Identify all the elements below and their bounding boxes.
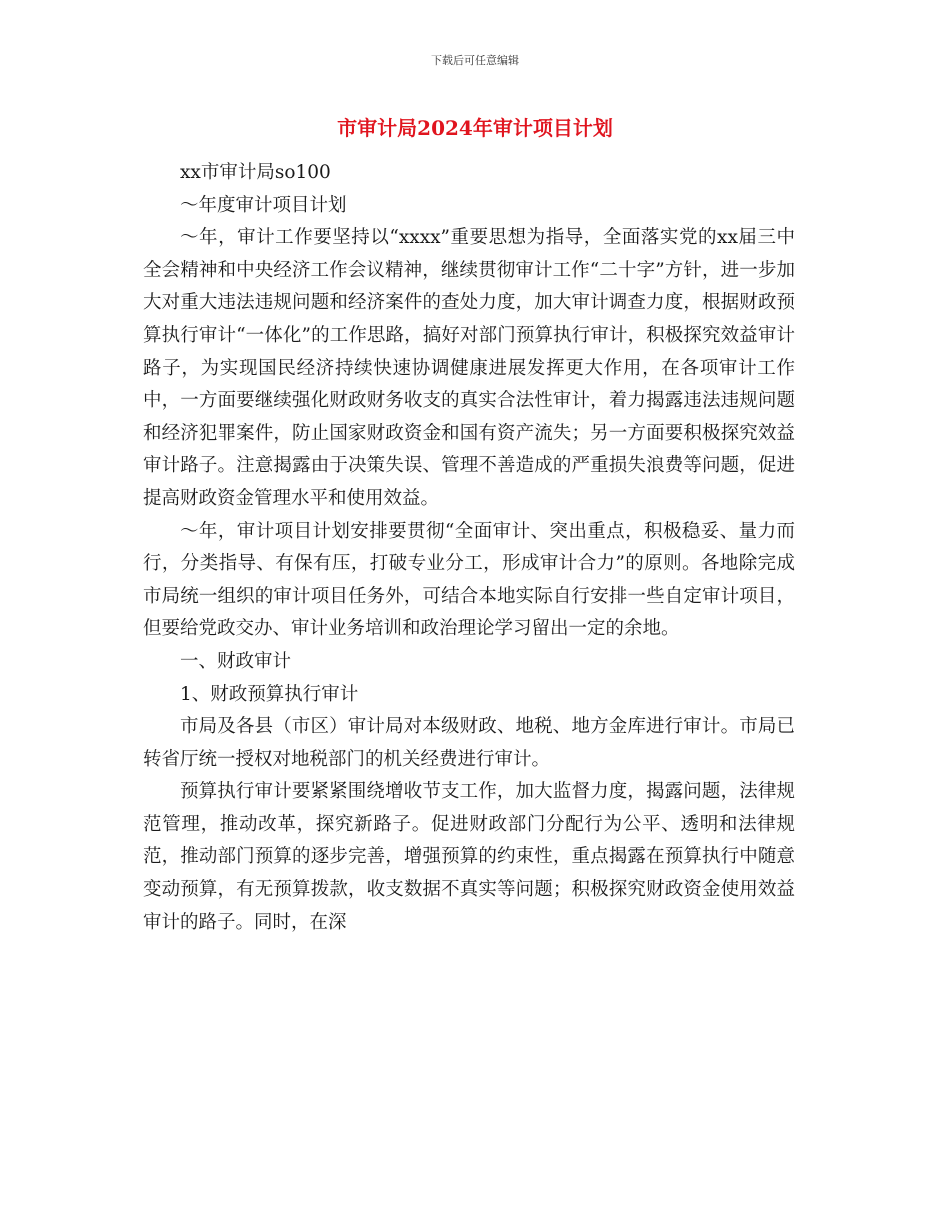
subsection-heading-budget-execution: 1、财政预算执行审计 — [180, 683, 359, 705]
paragraph-issuer: xx市审计局so100 — [180, 162, 331, 183]
document-title: 市审计局2024年审计项目计划 — [337, 116, 613, 140]
paragraph-intro: ～年，审计工作要坚持以“xxxx”重要思想为指导，全面落实党的xx届三中全会精神和中央经济工作会议精神，继续贯彻审计工作“二十字”方针，进一步加大对重大违法违规问题和经济案件的查处力度，加大审计调查力度，根据财政预算执行审计“一体化”的工作思路，搞好对部门预算执行审计，积极探究效益审计路子，为实现国民经济持续快速协调健康进展发挥更大作用，在各项审计工作中，一方面要继续强化财政财务收支的真实合法性审计，着力揭露违法违规问题和经济犯罪案件，防止国家财政资金和国有资产流失；另一方面要积极探究效益审计路子。注意揭露由于决策失误、管理不善造成的严重损失浪费等问题，促进提高财政资金管理水平和使用效益。 — [143, 227, 795, 509]
paragraph-budget-audit: 预算执行审计要紧紧围绕增收节支工作，加大监督力度，揭露问题，法律规范管理，推动改革，探究新路子。促进财政部门分配行为公平、透明和法律规范，推动部门预算的逐步完善，增强预算的约束性，重点揭露在预算执行中随意变动预算，有无预算拨款，收支数据不真实等问题；积极探究财政资金使用效益审计的路子。同时，在深 — [143, 781, 795, 933]
paragraph-principles: ～年，审计项目计划安排要贯彻“全面审计、突出重点，积极稳妥、量力而行，分类指导、有保有压，打破专业分工，形成审计合力”的原则。各地除完成市局统一组织的审计项目任务外，可结合本地实际自行安排一些自定审计项目，但要给党政交办、审计业务培训和政治理论学习留出一定的余地。 — [143, 520, 795, 640]
paragraph-scope: 市局及各县（市区）审计局对本级财政、地税、地方金库进行审计。市局已转省厅统一授权对地税部门的机关经费进行审计。 — [143, 716, 795, 770]
paragraph-subtitle: ～年度审计项目计划 — [180, 194, 347, 216]
section-heading-fiscal-audit: 一、财政审计 — [180, 650, 292, 672]
document-body — [143, 157, 795, 939]
page-header-note: 下载后可任意编辑 — [431, 54, 519, 67]
